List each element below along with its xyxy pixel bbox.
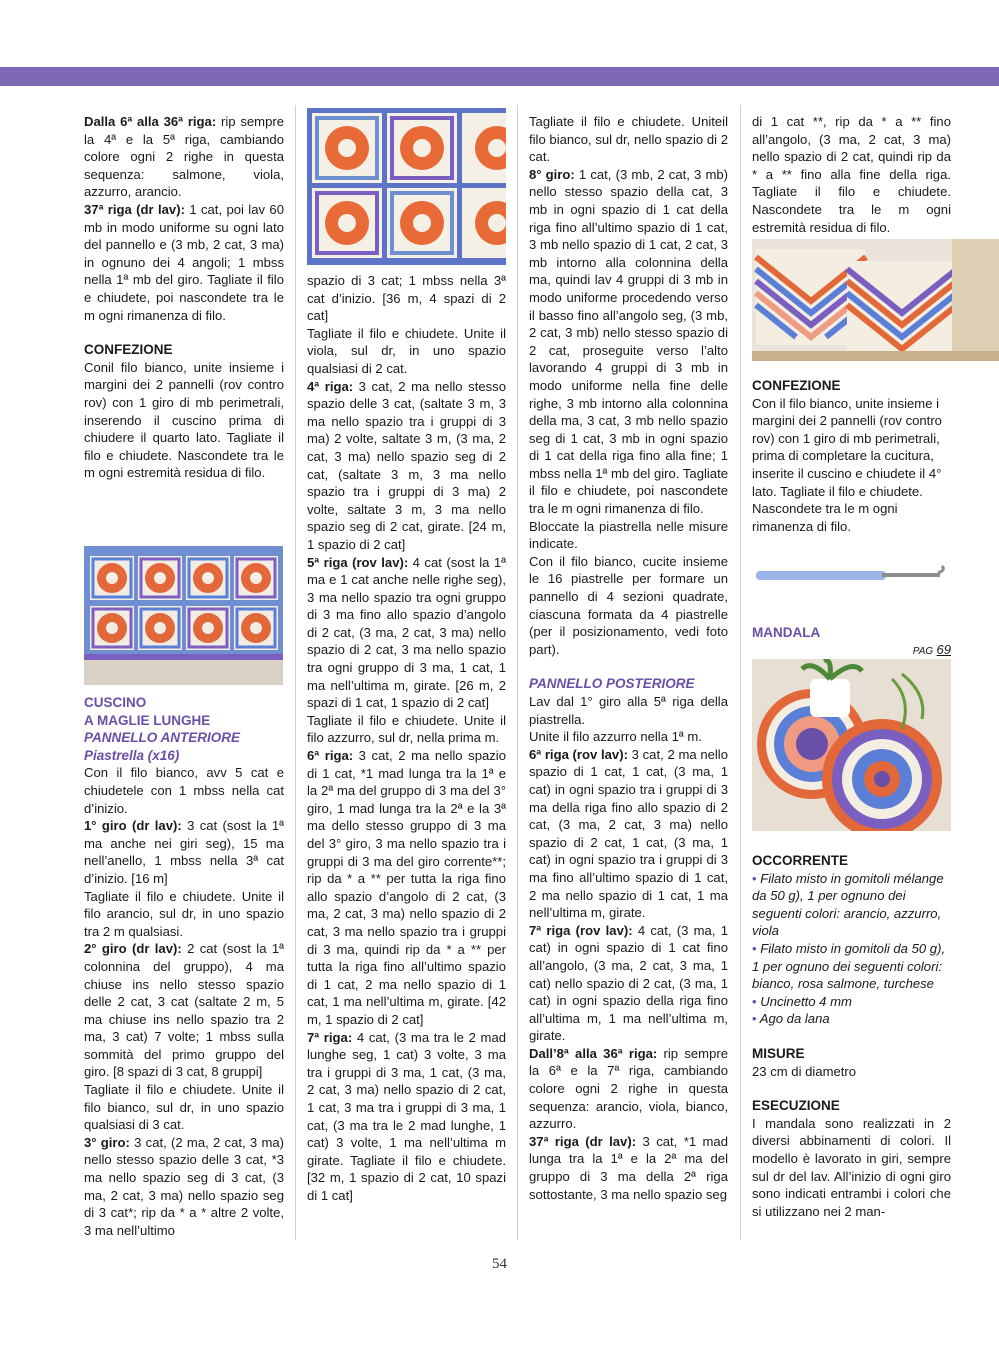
section-subtitle: PANNELLO ANTERIORE [84, 730, 241, 746]
paragraph: Tagliate il filo e chiudete. Unite il viola, sul dr, in uno spazio qualsiasi di 2 cat. [307, 325, 506, 376]
column-divider [295, 105, 296, 1240]
paragraph: 1° giro (dr lav): 3 cat (sost la 1ª ma anche nei giri seg), 15 ma nell’anello, 1 mbss nella 3ª cat d’inizio. [16 m] [84, 818, 284, 886]
paragraph: Dall’8ª alla 36ª riga: rip sempre la 6ª e la 7ª riga, cambiando colore ogni 2 righe in questa sequenza: arancio, viola, bianco, azzurro. [529, 1045, 728, 1132]
page-reference-number: 69 [936, 642, 951, 657]
section-heading: MISURE [752, 1045, 805, 1061]
paragraph: Tagliate il filo e chiudete. Unite il filo bianco, sul dr, in uno spazio qualsiasi di 3 cat. [84, 1082, 284, 1133]
paragraph: 4ª riga: 3 cat, 2 ma nello stesso spazio delle 3 cat, (saltate 3 m, 3 ma nello spazio tra i gruppi di 3 ma) 2 volte, saltate 3 m, (3 ma, 2 cat, 3 ma) nello spazio seg di 2 cat, (saltate 3 m, 3 ma nello spazio tra i gruppi di 3 ma) 2 volte, saltate 3 m, 3 ma nello spazio seg di 2 cat, girate. [24 m, 1 spazio di 2 cat] [307, 378, 506, 552]
column-4-top [752, 113, 951, 236]
paragraph: Conil filo bianco, unite insieme i margini dei 2 pannelli (rov contro rov) con 1 giro di mb perimetrali, inserendo il cuscino prima di chiudere il quarto lato. Tagliate il filo e chiudete. Nascondete tra le m ogni estremità residua di filo. [84, 359, 284, 481]
granny-tiles-photo [307, 108, 506, 265]
pattern-title: CUSCINO [84, 695, 147, 710]
paragraph: Con il filo bianco, unite insieme i margini dei 2 pannelli (rov contro rov) con 1 giro di mb perimetrali, prima di completare la cucitura, inserite il cuscino e chiudete il 4° lato. Tagliate il filo e chiudete. Nascondete tra le m ogni rimanenza di filo. [752, 395, 942, 534]
pattern-title: MANDALA [752, 625, 821, 640]
column-divider [517, 105, 518, 1240]
column-4-confezione [752, 377, 951, 535]
paragraph: di 1 cat **, rip da * a ** fino all’angolo, (3 ma, 2 cat, 3 ma) nello spazio di 2 cat, quindi rip da * a ** fino alla fine della riga. Tagliate il filo e chiudete. Nascondete tra le m ogni estremità residua di filo. [752, 114, 951, 235]
tile-subtitle: Piastrella (x16) [84, 747, 180, 763]
column-2 [307, 272, 506, 1204]
mandala-header [752, 624, 951, 642]
column-4-lower [752, 852, 951, 1220]
paragraph: Tagliate il filo e chiudete. Unite il filo azzurro, sul dr, nella prima m. [307, 712, 506, 746]
list-item: • Ago da lana [752, 1011, 830, 1027]
paragraph: spazio di 3 cat; 1 mbss nella 3ª cat d’inizio. [36 m, 4 spazi di 2 cat] [307, 273, 506, 324]
paragraph: 6ª riga: 3 cat, 2 ma nello spazio di 1 cat, *1 mad lunga tra la 1ª e la 2ª ma del gruppo di 3 ma del 3° giro, 1 mad lunga tra la 2ª e la 3ª ma dello stesso gruppo di 3 ma del 3° giro, 3 ma nello spazio tra i gruppi di 3 ma del giro corrente**; rip da * a ** per tutta la riga fino allo spazio d’angolo di 2 cat, (3 ma, 2 cat, 3 ma) nello spazio di 2 cat, 3 ma nello spazio tra i gruppi di 3 ma, quindi rip da * a ** per tutta la riga fino all’ultimo spazio di 1 cat, 2 ma nello spazio di 1 cat, 1 ma nell’ultima m, girate. [42 m, 1 spazio di 2 cat] [307, 748, 506, 1027]
chevron-pillows-photo [752, 239, 999, 361]
paragraph: Con il filo bianco, cucite insieme le 16 piastrelle per formare un pannello di 4 sezioni quadrate, ciascuna formata da 4 piastrelle (per il posizionamento, vedi foto part). [529, 553, 728, 657]
list-item: • Uncinetto 4 mm [752, 993, 852, 1009]
section-heading: CONFEZIONE [752, 378, 841, 393]
paragraph: 8° giro: 1 cat, (3 mb, 2 cat, 3 mb) nello stesso spazio della cat, 3 mb in ogni spazio di 1 cat della riga fino all’ultimo spazio di 1 cat, 3 mb nello spazio di 1 cat, 2 cat, 3 mb intorno alla colonnina della ma, quindi lav 4 gruppi di 3 mb in modo uniforme procedendo verso il basso fino all’angolo seg, (3 mb, 2 cat, 3 mb) nello stesso spazio di 2 cat, proseguite verso l’alto lavorando 4 gruppi di 3 mb in modo uniforme nella fine delle righe, 3 mb intorno alla colonnina della ma, 3 cat, 3 mb nello spazio seg di 1 cat, 3 mb in ogni spazio di 1 cat della riga fino alla fine; 1 mbss nella 1ª mb del giro. Tagliate il filo e chiudete, poi nascondete tra le m ogni rimanenza di filo. [529, 166, 728, 517]
column-1 [84, 113, 284, 482]
paragraph: Lav dal 1° giro alla 5ª riga della piastrella. [529, 694, 728, 727]
paragraph: Tagliate il filo e chiudete. Unite il filo arancio, sul dr, in uno spazio tra 2 m qualsiasi. [84, 888, 284, 939]
paragraph: 23 cm di diametro [752, 1063, 857, 1079]
paragraph: 6ª riga (rov lav): 3 cat, 2 ma nello spazio di 1 cat, 1 cat, (3 ma, 1 cat) in ogni spazio tra i gruppi di 3 ma della riga fino allo spazio di 2 cat, (3 ma, 2 cat, 3 ma) nello spazio di 2 cat, 1 cat, (3 ma, 1 cat) in ogni spazio tra i gruppi di 3 ma fino all’ultimo spazio di 1 cat, 2 ma nello spazio di 1 cat, 1 ma nell’ultima m, girate. [529, 746, 729, 921]
list-item: • Filato misto in gomitoli da 50 g), 1 per ognuno dei seguenti colori: bianco, rosa salmone, turchese [752, 940, 946, 992]
paragraph: 2° giro (dr lav): 2 cat (sost la 1ª colonnina del gruppo), 4 ma chiuse ins nello stesso spazio delle 2 cat, 3 cat (saltate 2 m, 5 ma chiuse ins nello spazio tra 2 ma, 3 cat) 7 volte; 1 mbss sulla sommità del primo gruppo del giro. [8 spazi di 3 cat, 8 gruppi] [84, 941, 284, 1080]
section-heading: ESECUZIONE [752, 1098, 840, 1114]
column-1-lower [84, 694, 284, 1239]
header-bar [0, 67, 999, 86]
paragraph: Bloccate la piastrella nelle misure indicate. [529, 518, 728, 552]
column-3 [529, 113, 728, 1203]
section-subtitle: PANNELLO POSTERIORE [529, 676, 695, 692]
paragraph: I mandala sono realizzati in 2 diversi abbinamenti di colori. Il modello è lavorato in giri, sempre sul dr del lav. All’inizio di ogni giro sono indicati entrambi i colori che si utilizzano nei 2 man- [752, 1115, 951, 1219]
paragraph: Unite il filo azzurro nella 1ª m. [529, 729, 702, 745]
section-heading: CONFEZIONE [84, 342, 173, 358]
section-heading: OCCORRENTE [752, 853, 849, 868]
paragraph: 5ª riga (rov lav): 4 cat (sost la 1ª ma e 1 cat anche nelle righe seg), 3 ma nello spazio tra ogni gruppo di 3 ma fino allo spazio d’angolo di 2 cat, (3 ma, 2 cat, 3 ma) nello spazio di 2 cat, 3 ma nello spazio tra ogni gruppo di 3 ma, 1 cat, 1 ma nell’ultima m, girate. [26 m, 2 spazi di 1 cat, 1 spazio di 2 cat] [307, 554, 507, 711]
paragraph: Con il filo bianco, avv 5 cat e chiudetele con 1 mbss nella cat d’inizio. [84, 765, 284, 816]
paragraph: Dalla 6ª alla 36ª riga: rip sempre la 4ª e la 5ª riga, cambiando colore ogni 2 righe in questa sequenza: salmone, viola, azzurro, arancio. [84, 114, 284, 200]
paragraph: 37ª riga (dr lav): 1 cat, poi lav 60 mb in modo uniforme su ogni lato del pannello e (3 mb, 2 cat, 3 ma) in ognuno dei 4 angoli; 1 mbss nella 1ª mb del giro. Tagliate il filo e chiudete, poi nascondete tra le m ogni rimanenza di filo. [84, 201, 284, 323]
paragraph: 7ª riga: 4 cat, (3 ma tra le 2 mad lunghe seg, 1 cat) 3 volte, 3 ma tra i gruppi di 3 ma, 1 cat, (3 ma, 2 cat, 3 ma) nello spazio di 2 cat, 1 cat, 3 ma tra i gruppi di 3 ma, 1 cat, (3 ma tra le 2 mad lunghe, 1 cat) 3 volte, 1 ma nell’ultima m girate. Tagliate il filo e chiudete. [32 m, 1 spazio di 2 cat, 10 spazi di 1 cat] [307, 1029, 507, 1203]
crochet-hook-image [752, 562, 947, 588]
pillow-granny-photo [84, 546, 283, 685]
page-number: 54 [492, 1256, 507, 1272]
mandala-photo [752, 659, 951, 831]
paragraph: 7ª riga (rov lav): 4 cat, (3 ma, 1 cat) in ogni spazio di 1 cat fino all’angolo, (3 ma, 2 cat, 3 ma, 1 cat) nello spazio di 2 cat, (3 ma, 1 cat) in ogni spazio della riga fino all’ultima m, 1 ma nell’ultima m, girate. [529, 922, 729, 1044]
column-divider [740, 105, 741, 1240]
paragraph: Tagliate il filo e chiudete. Uniteil filo bianco, sul dr, nello spazio di 2 cat. [529, 114, 728, 165]
paragraph: 3° giro: 3 cat, (2 ma, 2 cat, 3 ma) nello stesso spazio delle 3 cat, *3 ma nello spazio seg di 3 cat, (3 ma, 2 cat, 3 ma) nello spazio seg di 3 cat*; rip da * a * altre 2 volte, 3 ma nell’ultimo [84, 1134, 284, 1238]
list-item: • Filato misto in gomitoli mélange da 50 g), 1 per ognuno dei seguenti colori: arancio, azzurro, viola [752, 870, 944, 939]
page-reference: PAG 69 [912, 642, 951, 657]
pattern-title: A MAGLIE LUNGHE [84, 712, 211, 728]
paragraph: 37ª riga (dr lav): 3 cat, *1 mad lunga tra la 1ª e la 2ª ma del gruppo di 3 ma della 2ª riga sottostante, 3 ma nello spazio seg [529, 1133, 728, 1202]
